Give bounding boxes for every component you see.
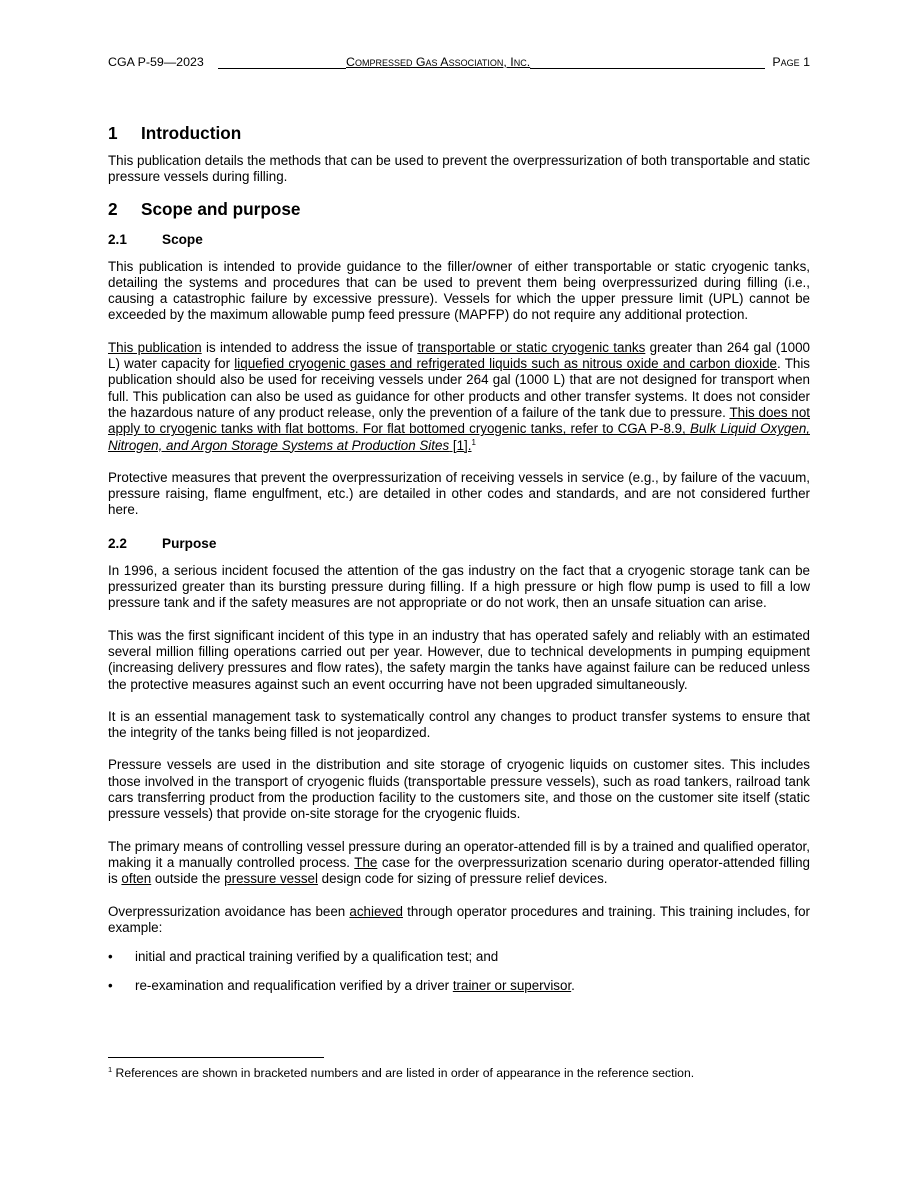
section-heading-scope-and-purpose <box>108 198 810 220</box>
section-title: Scope and purpose <box>141 198 301 219</box>
list-item: • re-examination and requalification verified by a driver trainer or supervisor. <box>108 978 575 994</box>
paragraph: Pressure vessels are used in the distribution and site storage of cryogenic liquids on customer sites. This includes those involved in the transport of cryogenic fluids (transportable pressure vessels), such as road tankers, railroad tank cars transferring product from the production facility to the customers site, and those on the customer site itself (static pressure vessels) that provide on-site storage for the cryogenic fluids. <box>108 757 810 822</box>
paragraph: This was the first significant incident of this type in an industry that has operated safely and reliably with an estimated several million filling operations carried out per year. However, due to technical developments in pumping equipment (increasing delivery pressures and flow rates), the safety margin the tanks have against failure can be reduced unless the protective measures against such an event occurring have not been upgraded simultaneously. <box>108 627 810 692</box>
list-item: • initial and practical training verified by a qualification test; and <box>108 949 499 965</box>
subsection-heading-purpose <box>108 535 810 553</box>
paragraph: In 1996, a serious incident focused the attention of the gas industry on the fact that a cryogenic storage tank can be pressurized greater than its bursting pressure during filling. If a high pressure or high flow pump is used to fill a low pressure tank and if the safety measures are not appropriate or do not work, then an unsafe situation can arise. <box>108 562 810 611</box>
subsection-heading-scope <box>108 231 810 249</box>
footnote <box>108 1066 694 1080</box>
header-document-id: CGA P-59—2023 <box>108 55 204 69</box>
bullet-icon: • <box>108 978 113 994</box>
footnote-number: 1 <box>108 1065 113 1074</box>
header-page-number: Page 1 <box>772 55 810 69</box>
paragraph: This publication details the methods that can be used to prevent the overpressurization of both transportable and static pressure vessels during filling. <box>108 153 810 185</box>
subsection-number: 2.2 <box>108 535 127 551</box>
header-publisher: Compressed Gas Association, Inc. <box>346 55 531 69</box>
paragraph: It is an essential management task to systematically control any changes to product transfer systems to ensure that the integrity of the tanks being filled is not jeopardized. <box>108 708 810 741</box>
section-number: 1 <box>108 123 118 143</box>
reference-title: Bulk Liquid Oxygen, Nitrogen, and Argon Storage Systems at Production Sites <box>108 421 810 453</box>
footnote-text: References are shown in bracketed numbers and are listed in order of appearance in the reference section. <box>112 1066 695 1080</box>
paragraph-training: Overpressurization avoidance has been achieved through operator procedures and training. This training includes, for example: <box>108 903 811 935</box>
subsection-title: Scope <box>162 231 203 247</box>
paragraph: Protective measures that prevent the overpressurization of receiving vessels in service (e.g., by failure of the vacuum, pressure raising, flame engulfment, etc.) are detailed in other codes and standards, and are not considered further here. <box>108 469 810 518</box>
document-body <box>108 122 810 995</box>
bullet-icon: • <box>108 949 113 965</box>
paragraph-operator-fill: The primary means of controlling vessel pressure during an operator-attended fill is by a trained and qualified operator, making it a manually controlled process. The case for the overpressurization scenario during operator-attended filling is often outside the pressure vessel design code for sizing of pressure relief devices. <box>108 838 810 887</box>
running-header <box>108 55 810 71</box>
section-number: 2 <box>108 198 118 219</box>
training-list <box>108 949 810 995</box>
subsection-number: 2.1 <box>108 231 127 247</box>
section-heading-introduction <box>108 122 810 144</box>
section-title: Introduction <box>141 123 242 143</box>
subsection-title: Purpose <box>162 535 217 551</box>
paragraph: This publication is intended to provide guidance to the filler/owner of either transportable or static cryogenic tanks, detailing the systems and procedures that can be used to prevent them being overpressurized during filling (i.e., causing a catastrophic failure by excessive pressure). Vessels for which the upper pressure limit (UPL) cannot be exceeded by the maximum allowable pump feed pressure (MAPFP) do not require any additional protection. <box>108 258 810 323</box>
footnote-marker: 1 <box>471 437 476 447</box>
paragraph-scope-detail: This publication is intended to address the issue of transportable or static cryogenic tanks greater than 264 gal (1000 L) water capacity for liquefied cryogenic gases and refrigerated liquids such as nitrous oxide and carbon dioxide. This publication should also be used for receiving vessels under 264 gal (1000 L) that are not designed for transport when full. This publication can also be used as guidance for other products and other transfer systems. It does not consider the hazardous nature of any product release, only the prevention of a failure of the tank due to pressure. This does not apply to cryogenic tanks with flat bottoms. For flat bottomed cryogenic tanks, refer to CGA P-8.9, Bulk Liquid Oxygen, Nitrogen, and Argon Storage Systems at Production Sites [1].$^1$ <box>108 339 810 453</box>
footnote-divider <box>108 1057 324 1058</box>
